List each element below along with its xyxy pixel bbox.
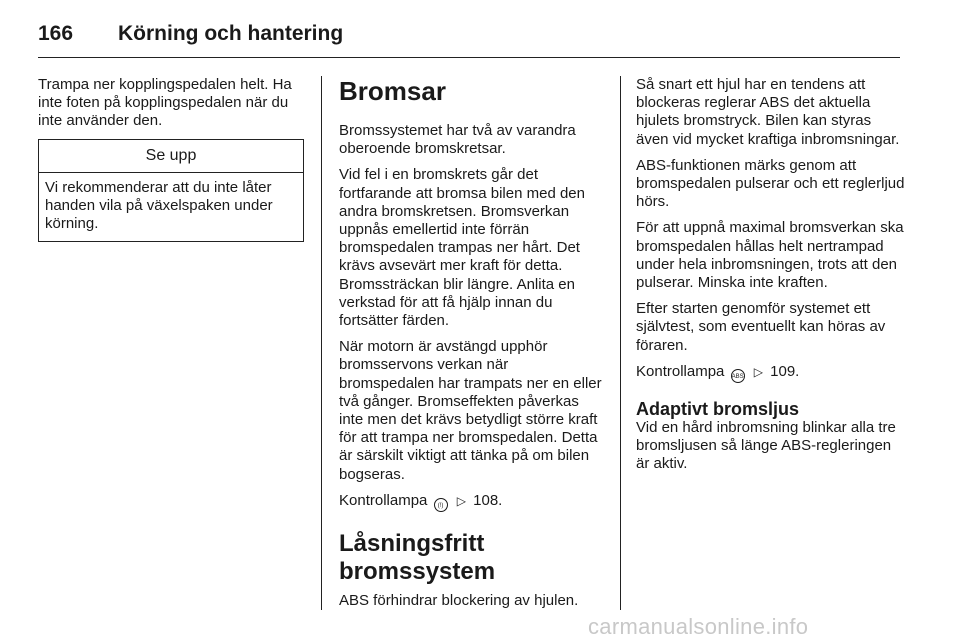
abs-paragraph: ABS förhindrar blockering av hjulen. [339,591,579,609]
column-divider-1 [321,76,322,610]
page-number: 166 [38,22,74,45]
section-heading-abs: Låsningsfritt bromssystem [339,529,496,585]
page-title: Körning och hantering [118,22,344,45]
brakes-paragraph-3: När motorn är avstängd upphör bromsservons verkan när bromspedalen har trampats ner en eller två gånger. Bromseffekten påverkas inte men det krävs betydligt större kraft för att trampa ner bromspedalen. Detta är särskilt viktigt att tänka på om bilen bogseras. [339,338,602,483]
page-header [38,14,343,54]
page-reference-arrow-icon: ▷ [753,364,763,379]
brakes-paragraph-2: Vid fel i en bromskrets går det fortfarande att bromsa bilen med den andra bromskretsen. Bromsverkan uppnås emellertid inte förrän bromspedalen trampas ner hårt. Det krävs avsevärt mer kraft för detta. Bromssträckan blir längre. Anlita en verkstad för att få hjälp innan du fortsätter färden. [339,166,585,330]
adaptive-brake-light-paragraph: Vid en hård inbromsning blinkar alla tre bromsljusen så länge ABS-regleringen är aktiv. [636,418,896,473]
abs-paragraph-3: För att uppnå maximal bromsverkan ska bromspedalen hållas helt nertrampad under hela inbromsningen, trots att den pulserar. Minska inte kraften. [636,219,904,292]
section-heading-brakes: Bromsar [339,76,446,106]
warning-title: Se upp [39,140,303,173]
brake-lamp-reference [339,492,605,512]
section-heading-adaptive-brake-light: Adaptivt bromsljus [636,398,800,419]
column-middle [339,76,605,618]
warning-text: Vi rekommenderar att du inte låter handen vila på växelspaken under körning. [45,178,273,233]
lamp-page-ref[interactable]: 108. [473,491,503,509]
lamp-label: Kontrollampa [339,491,428,509]
abs-paragraph-4: Efter starten genomför systemet ett självtest, som eventuellt kan höras av föraren. [636,300,886,354]
column-left [38,76,308,242]
abs-paragraph-1: Så snart ett hjul har en tendens att blockeras reglerar ABS det aktuella hjulets bromstryck. Bilen kan styras även vid mycket kraftiga inbromsningar. [636,76,900,148]
header-divider [38,57,900,58]
brake-warning-lamp-icon: (!) [434,498,448,512]
lamp-label: Kontrollampa [636,362,725,380]
abs-lamp-reference [636,363,906,383]
clutch-paragraph: Trampa ner kopplingspedalen helt. Ha inte foten på kopplingspedalen när du inte använder den. [38,76,292,130]
watermark: carmanualsonline.info [588,614,809,639]
abs-paragraph-2: ABS-funktionen märks genom att bromspedalen pulserar och ett reglerljud hörs. [636,156,905,211]
page-reference-arrow-icon: ▷ [456,493,466,508]
abs-lamp-icon: ABS [731,369,745,383]
brakes-paragraph-1: Bromssystemet har två av varandra oberoende bromskretsar. [339,122,576,158]
column-divider-2 [620,76,621,610]
warning-box [38,139,304,243]
column-right [636,76,906,481]
lamp-page-ref[interactable]: 109. [770,362,800,380]
